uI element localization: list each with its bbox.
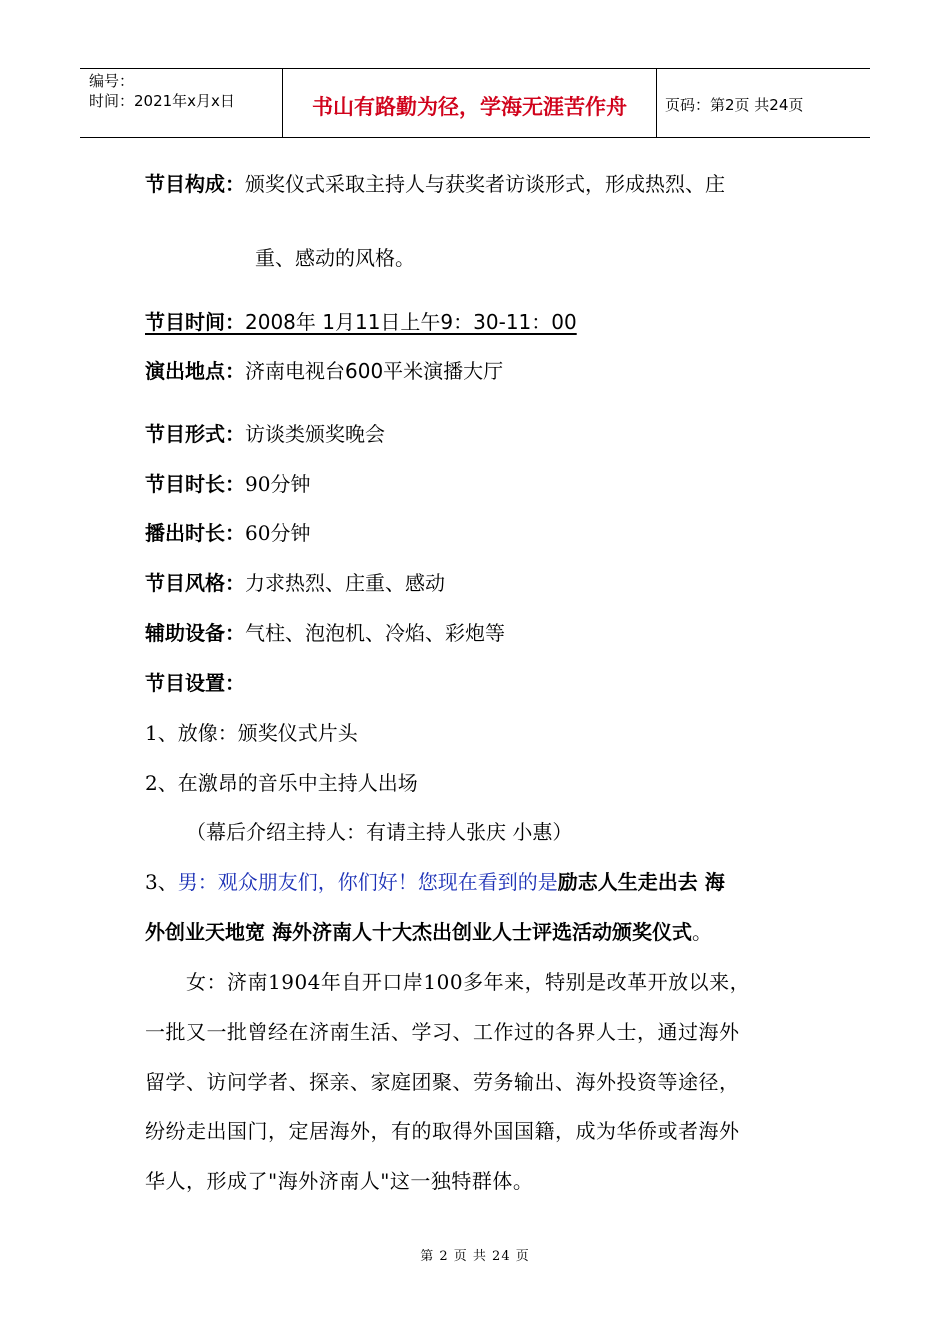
item-3-end: 。 [691, 920, 712, 944]
motto: 书山有路勤为径，学海无涯苦作舟 [312, 95, 627, 119]
style-label: 节目风格： [145, 571, 245, 595]
page-footer: 第 2 页 共 24 页 [420, 1249, 530, 1264]
header-page-info: 页码：第2页 共24页 [665, 95, 804, 114]
time-label: 时间：2021年x月x日 [89, 92, 235, 110]
equipment-label: 辅助设备： [145, 621, 245, 645]
paragraph-line-2: 一批又一批曾经在济南生活、学习、工作过的各界人士，通过海外 [145, 1020, 740, 1044]
page-header [80, 68, 870, 138]
broadcast-value: 60分钟 [245, 521, 311, 545]
item-2-note: （幕后介绍主持人：有请主持人张庆 小惠） [186, 820, 573, 844]
paragraph-line-4: 纷纷走出国门，定居海外，有的取得外国国籍，成为华侨或者海外 [145, 1119, 740, 1143]
duration-value: 90分钟 [245, 472, 311, 496]
item-3-line-2 [145, 918, 712, 946]
form-line [145, 420, 385, 448]
item-3-title-part-2: 外创业天地宽 海外济南人十大杰出创业人士评选活动颁奖仪式 [145, 920, 692, 944]
venue-line [145, 357, 503, 385]
item-3-title-part-1: 励志人生走出去 海 [557, 870, 725, 894]
duration-line [145, 470, 310, 498]
style-line [145, 569, 445, 597]
venue-label: 演出地点： [145, 359, 245, 383]
header-motto-cell [282, 69, 657, 137]
form-label: 节目形式： [145, 422, 245, 446]
equipment-line [145, 619, 505, 647]
broadcast-label: 播出时长： [145, 521, 245, 545]
composition-label: 节目构成： [145, 172, 245, 196]
item-3-number: 3、 [145, 870, 178, 894]
item-3-host-line: 男：观众朋友们，你们好！您现在看到的是 [177, 870, 558, 894]
paragraph-line-1: 女：济南1904年自开口岸100多年来，特别是改革开放以来， [186, 970, 751, 994]
number-label: 编号： [89, 72, 135, 90]
header-left-cell [80, 69, 282, 137]
setup-label: 节目设置： [145, 671, 245, 695]
time-value: 2008年 1月11日上午9：30-11：00 [245, 310, 577, 334]
style-value: 力求热烈、庄重、感动 [245, 571, 445, 595]
composition-line-1 [145, 170, 725, 198]
form-value: 访谈类颁奖晚会 [245, 422, 385, 446]
composition-line-2: 重、感动的风格。 [255, 246, 415, 270]
duration-label: 节目时长： [145, 472, 245, 496]
equipment-value: 气柱、泡泡机、冷焰、彩炮等 [245, 621, 505, 645]
item-1: 1、放像：颁奖仪式片头 [145, 721, 358, 745]
composition-value: 颁奖仪式采取主持人与获奖者访谈形式，形成热烈、庄 [245, 172, 725, 196]
item-3-line-1 [145, 868, 725, 896]
paragraph-line-3: 留学、访问学者、探亲、家庭团聚、劳务输出、海外投资等途径， [145, 1070, 740, 1094]
item-2: 2、在激昂的音乐中主持人出场 [145, 771, 418, 795]
venue-value: 济南电视台600平米演播大厅 [245, 359, 504, 383]
time-line [145, 308, 577, 336]
broadcast-line [145, 519, 310, 547]
paragraph-line-5: 华人，形成了"海外济南人"这一独特群体。 [145, 1169, 534, 1193]
time-label: 节目时间： [145, 310, 245, 334]
